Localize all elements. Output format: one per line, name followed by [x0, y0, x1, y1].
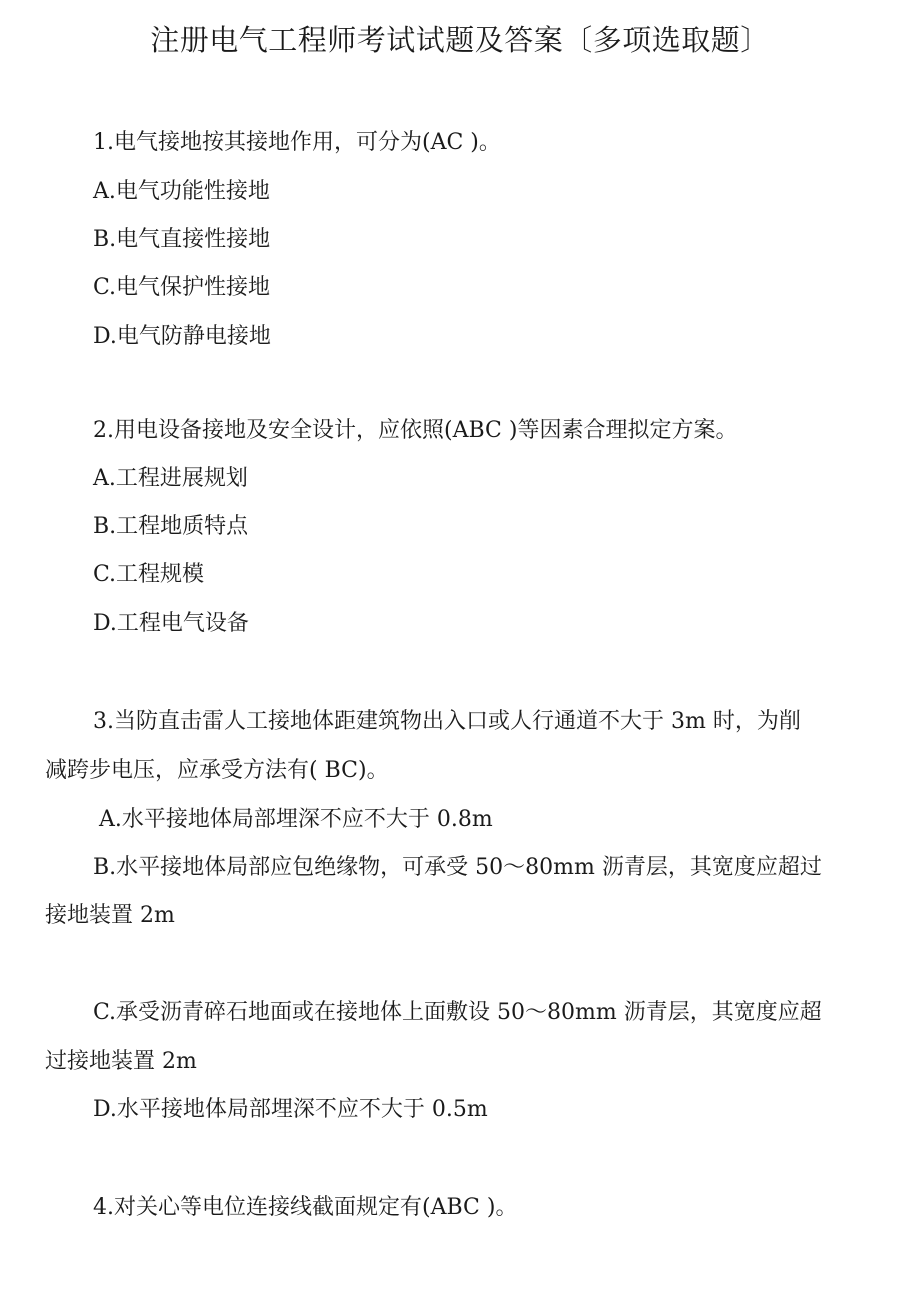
- question-3-option-c-line2: 过接地装置 2m: [45, 1049, 197, 1074]
- question-2-option-b: B.工程地质特点: [93, 514, 249, 539]
- question-2-stem: 2.用电设备接地及安全设计，应依照(ABC )等因素合理拟定方案。: [93, 418, 738, 443]
- question-4-stem: 4.对关心等电位连接线截面规定有(ABC )。: [93, 1195, 518, 1220]
- question-3-stem-line2: 减跨步电压，应承受方法有( BC)。: [45, 758, 389, 783]
- question-1-option-c: C.电气保护性接地: [93, 275, 271, 300]
- question-3-option-a: A.水平接地体局部埋深不应不大于 0.8m: [99, 807, 493, 832]
- question-2-option-d: D.工程电气设备: [93, 611, 249, 636]
- question-3-option-d: D.水平接地体局部埋深不应不大于 0.5m: [93, 1097, 488, 1122]
- question-3-option-b-line2: 接地装置 2m: [45, 903, 175, 928]
- question-3-stem-line1: 3.当防直击雷人工接地体距建筑物出入口或人行通道不大于 3m 时，为削: [93, 709, 801, 734]
- question-2-option-c: C.工程规模: [93, 562, 205, 587]
- question-1-stem: 1.电气接地按其接地作用，可分为(AC )。: [93, 130, 501, 155]
- question-1-option-d: D.电气防静电接地: [93, 324, 271, 349]
- question-3-option-c-line1: C.承受沥青碎石地面或在接地体上面敷设 50～80mm 沥青层，其宽度应超: [93, 1000, 822, 1025]
- question-2-option-a: A.工程进展规划: [93, 466, 248, 491]
- question-3-option-b-line1: B.水平接地体局部应包绝缘物，可承受 50～80mm 沥青层，其宽度应超过: [93, 855, 822, 880]
- question-1-option-b: B.电气直接性接地: [93, 227, 271, 252]
- question-1-option-a: A.电气功能性接地: [93, 179, 270, 204]
- page-title: 注册电气工程师考试试题及答案〔多项选取题〕: [150, 23, 770, 57]
